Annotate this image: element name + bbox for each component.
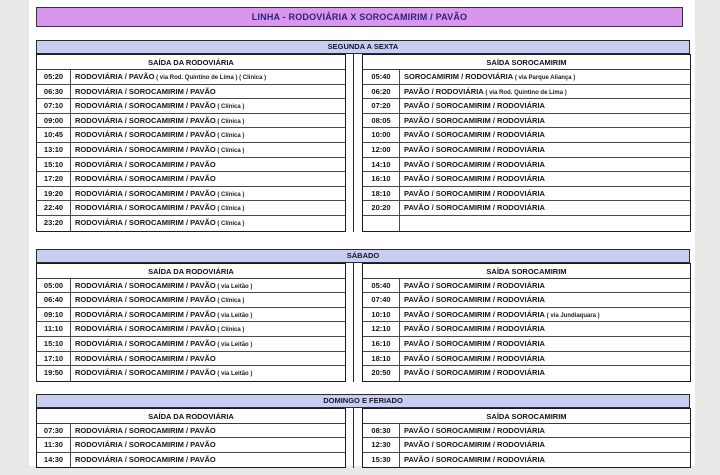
table-row (37, 352, 345, 367)
route-cell: RODOVIÁRIA / SOROCAMIRIM / PAVÃO ( Clínica ) (75, 188, 245, 198)
table-row (37, 322, 345, 337)
table-row (37, 143, 345, 158)
tables-row (36, 408, 695, 469)
time-cell: 15:30 (363, 453, 400, 468)
table-row (363, 172, 690, 187)
table-row (37, 337, 345, 352)
schedule-section (36, 40, 695, 232)
time-cell: 05:20 (37, 70, 71, 84)
time-cell: 20:20 (363, 201, 400, 215)
table-row (363, 438, 690, 453)
route-cell: PAVÃO / SOROCAMIRIM / RODOVIÁRIA (404, 368, 545, 378)
route-cell: RODOVIÁRIA / SOROCAMIRIM / PAVÃO (75, 454, 216, 464)
route-cell: RODOVIÁRIA / SOROCAMIRIM / PAVÃO ( via Leitão ) (75, 280, 253, 290)
route-cell: RODOVIÁRIA / SOROCAMIRIM / PAVÃO ( via Leitão ) (75, 368, 253, 378)
route-cell (400, 216, 690, 231)
schedule-document (29, 0, 695, 466)
time-cell: 18:10 (363, 187, 400, 201)
time-cell: 08:05 (363, 114, 400, 128)
route-cell: RODOVIÁRIA / SOROCAMIRIM / PAVÃO ( via Leitão ) (75, 309, 253, 319)
table-row (363, 201, 690, 216)
route-cell: RODOVIÁRIA / SOROCAMIRIM / PAVÃO (75, 440, 216, 450)
route-cell: PAVÃO / SOROCAMIRIM / RODOVIÁRIA (404, 115, 545, 125)
route-cell: RODOVIÁRIA / SOROCAMIRIM / PAVÃO (75, 353, 216, 363)
time-cell: 10:00 (363, 128, 400, 142)
table-row (37, 424, 345, 439)
route-cell: RODOVIÁRIA / SOROCAMIRIM / PAVÃO ( Clínica ) (75, 130, 245, 140)
table-row (37, 158, 345, 173)
table-row (37, 366, 345, 381)
table-row (37, 128, 345, 143)
section-label: SEGUNDA A SEXTA (36, 40, 690, 54)
schedule-section (36, 394, 695, 469)
tables-row (36, 263, 695, 382)
table-row (363, 70, 690, 85)
time-cell (363, 216, 400, 231)
time-cell: 20:50 (363, 366, 400, 381)
route-cell: PAVÃO / SOROCAMIRIM / RODOVIÁRIA (404, 130, 545, 140)
time-cell: 17:20 (37, 172, 71, 186)
table-row (363, 293, 690, 308)
column-header: SAÍDA DA RODOVIÁRIA (37, 264, 345, 279)
table-row (363, 279, 690, 294)
section-label: SÁBADO (36, 249, 690, 263)
table-row (37, 99, 345, 114)
table-row (363, 424, 690, 439)
route-cell: RODOVIÁRIA / SOROCAMIRIM / PAVÃO (75, 86, 216, 96)
time-cell: 07:10 (37, 99, 71, 113)
time-cell: 14:10 (363, 158, 400, 172)
table-divider (346, 408, 354, 469)
time-cell: 12:10 (363, 322, 400, 336)
right-table (362, 54, 691, 232)
route-cell: RODOVIÁRIA / SOROCAMIRIM / PAVÃO ( Clínica ) (75, 203, 245, 213)
right-table (362, 263, 691, 382)
table-row (363, 216, 690, 231)
left-table (36, 54, 346, 232)
table-divider (346, 54, 354, 232)
route-cell: PAVÃO / SOROCAMIRIM / RODOVIÁRIA ( via Jundiaquara ) (404, 309, 600, 319)
time-cell: 05:40 (363, 279, 400, 293)
table-row (37, 85, 345, 100)
table-row (37, 201, 345, 216)
table-row (363, 99, 690, 114)
time-cell: 07:30 (37, 424, 71, 438)
route-cell: PAVÃO / SOROCAMIRIM / RODOVIÁRIA (404, 353, 545, 363)
table-row (37, 114, 345, 129)
table-row (37, 187, 345, 202)
time-cell: 11:30 (37, 438, 71, 452)
column-header: SAÍDA DA RODOVIÁRIA (37, 409, 345, 424)
table-row (363, 308, 690, 323)
time-cell: 05:40 (363, 70, 400, 84)
table-row (363, 85, 690, 100)
route-cell: RODOVIÁRIA / PAVÃO ( via Rod. Quintino de Lima ) ( Clínica ) (75, 72, 267, 81)
route-cell: PAVÃO / SOROCAMIRIM / RODOVIÁRIA (404, 174, 545, 184)
route-cell: RODOVIÁRIA / SOROCAMIRIM / PAVÃO ( Clínica ) (75, 217, 245, 227)
time-cell: 05:00 (37, 279, 71, 293)
table-row (37, 308, 345, 323)
table-row (363, 114, 690, 129)
time-cell: 16:10 (363, 337, 400, 351)
table-row (363, 337, 690, 352)
time-cell: 07:20 (363, 99, 400, 113)
table-row (37, 438, 345, 453)
table-divider (346, 263, 354, 382)
time-cell: 19:20 (37, 187, 71, 201)
time-cell: 15:10 (37, 337, 71, 351)
table-row (363, 322, 690, 337)
route-cell: PAVÃO / SOROCAMIRIM / RODOVIÁRIA (404, 324, 545, 334)
time-cell: 19:50 (37, 366, 71, 381)
table-row (37, 293, 345, 308)
time-cell: 10:10 (363, 308, 400, 322)
time-cell: 16:10 (363, 172, 400, 186)
route-cell: RODOVIÁRIA / SOROCAMIRIM / PAVÃO (75, 425, 216, 435)
route-cell: PAVÃO / SOROCAMIRIM / RODOVIÁRIA (404, 101, 545, 111)
route-cell: PAVÃO / SOROCAMIRIM / RODOVIÁRIA (404, 159, 545, 169)
table-row (363, 352, 690, 367)
time-cell: 22:40 (37, 201, 71, 215)
route-cell: PAVÃO / SOROCAMIRIM / RODOVIÁRIA (404, 203, 545, 213)
tables-row (36, 54, 695, 232)
column-header: SAÍDA SOROCAMIRIM (363, 409, 690, 424)
table-row (363, 187, 690, 202)
route-cell: RODOVIÁRIA / SOROCAMIRIM / PAVÃO ( Clínica ) (75, 295, 245, 305)
time-cell: 12:30 (363, 438, 400, 452)
time-cell: 15:10 (37, 158, 71, 172)
section-label: DOMINGO E FERIADO (36, 394, 690, 408)
time-cell: 18:10 (363, 352, 400, 366)
left-table (36, 263, 346, 382)
route-cell: RODOVIÁRIA / SOROCAMIRIM / PAVÃO ( via Leitão ) (75, 338, 253, 348)
page-title: LINHA - RODOVIÁRIA X SOROCAMIRIM / PAVÃO (36, 7, 683, 27)
time-cell: 23:20 (37, 216, 71, 231)
table-row (37, 172, 345, 187)
schedule-section (36, 249, 695, 382)
route-cell: PAVÃO / SOROCAMIRIM / RODOVIÁRIA (404, 338, 545, 348)
route-cell: RODOVIÁRIA / SOROCAMIRIM / PAVÃO (75, 174, 216, 184)
time-cell: 09:10 (37, 308, 71, 322)
table-row (37, 453, 345, 468)
route-cell: RODOVIÁRIA / SOROCAMIRIM / PAVÃO ( Clínica ) (75, 115, 245, 125)
table-row (37, 279, 345, 294)
route-cell: PAVÃO / SOROCAMIRIM / RODOVIÁRIA (404, 440, 545, 450)
route-cell: RODOVIÁRIA / SOROCAMIRIM / PAVÃO ( Clínica ) (75, 144, 245, 154)
table-row (37, 70, 345, 85)
time-cell: 12:00 (363, 143, 400, 157)
sections (29, 40, 695, 468)
route-cell: RODOVIÁRIA / SOROCAMIRIM / PAVÃO ( Clínica ) (75, 324, 245, 334)
route-cell: RODOVIÁRIA / SOROCAMIRIM / PAVÃO ( Clínica ) (75, 101, 245, 111)
route-cell: PAVÃO / SOROCAMIRIM / RODOVIÁRIA (404, 188, 545, 198)
table-row (363, 143, 690, 158)
column-header: SAÍDA SOROCAMIRIM (363, 264, 690, 279)
table-row (363, 453, 690, 468)
table-row (363, 366, 690, 381)
route-cell: RODOVIÁRIA / SOROCAMIRIM / PAVÃO (75, 159, 216, 169)
time-cell: 06:40 (37, 293, 71, 307)
time-cell: 07:40 (363, 293, 400, 307)
route-cell: PAVÃO / SOROCAMIRIM / RODOVIÁRIA (404, 144, 545, 154)
time-cell: 06:30 (37, 85, 71, 99)
time-cell: 06:20 (363, 85, 400, 99)
left-table (36, 408, 346, 469)
route-cell: PAVÃO / RODOVIÁRIA ( via Rod. Quintino de Lima ) (404, 86, 567, 96)
time-cell: 10:45 (37, 128, 71, 142)
table-row (363, 158, 690, 173)
route-cell: PAVÃO / SOROCAMIRIM / RODOVIÁRIA (404, 454, 545, 464)
time-cell: 09:00 (37, 114, 71, 128)
time-cell: 11:10 (37, 322, 71, 336)
right-table (362, 408, 691, 469)
table-row (363, 128, 690, 143)
route-cell: SOROCAMIRIM / RODOVIÁRIA ( via Parque Aliança ) (404, 72, 576, 81)
route-cell: PAVÃO / SOROCAMIRIM / RODOVIÁRIA (404, 295, 545, 305)
route-cell: PAVÃO / SOROCAMIRIM / RODOVIÁRIA (404, 425, 545, 435)
time-cell: 17:10 (37, 352, 71, 366)
time-cell: 13:10 (37, 143, 71, 157)
column-header: SAÍDA DA RODOVIÁRIA (37, 55, 345, 70)
time-cell: 08:30 (363, 424, 400, 438)
route-cell: PAVÃO / SOROCAMIRIM / RODOVIÁRIA (404, 280, 545, 290)
time-cell: 14:30 (37, 453, 71, 468)
table-row (37, 216, 345, 231)
column-header: SAÍDA SOROCAMIRIM (363, 55, 690, 70)
